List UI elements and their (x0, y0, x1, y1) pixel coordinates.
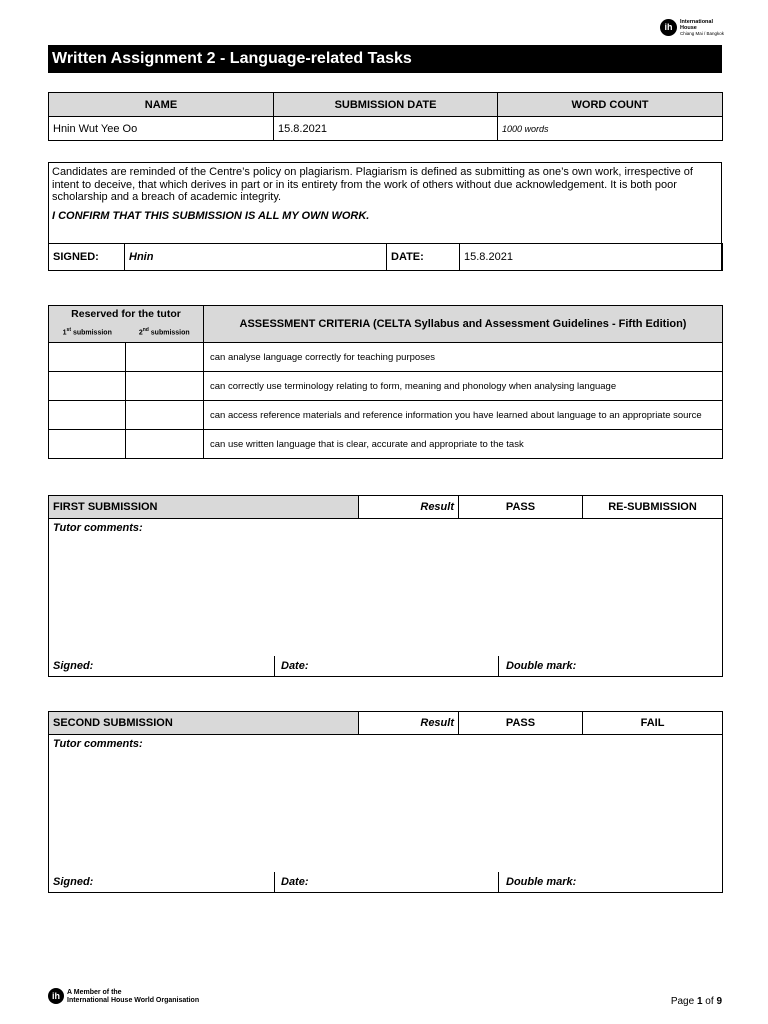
info-table (48, 92, 723, 141)
criteria-check-2nd[interactable] (126, 343, 204, 372)
criteria-row (49, 430, 723, 459)
second-date-label: Date: (281, 876, 309, 888)
criteria-check-2nd[interactable] (126, 372, 204, 401)
criteria-check-2nd[interactable] (126, 430, 204, 459)
criteria-check-1st[interactable] (49, 401, 126, 430)
second-signed-label: Signed: (53, 876, 94, 888)
criteria-check-1st[interactable] (49, 372, 126, 401)
footer-logo (48, 988, 228, 1008)
plagiarism-box (48, 162, 722, 271)
criteria-check-1st[interactable] (49, 430, 126, 459)
reserved-for-tutor: Reserved for the tutor (49, 306, 204, 323)
ih-footer-icon: ih (48, 988, 64, 1004)
plagiarism-text: Candidates are reminded of the Centre’s policy on plagiarism. Plagiarism is defined as submitting as one’s own work, irrespective of intent to deceive, that which derives in part or in its entirety from the work of others without due acknowledgement. It is both poor scholarship and a breach of academic integrity. (52, 166, 693, 203)
first-pass-option[interactable]: PASS (459, 496, 583, 519)
second-submission-col: 2nd submission (126, 322, 204, 343)
first-signed-label: Signed: (53, 660, 94, 672)
second-fail-option[interactable]: FAIL (583, 712, 723, 735)
ih-logo (660, 17, 730, 39)
criteria-row (49, 401, 723, 430)
footer-text: A Member of the International House World Organisation (67, 989, 200, 1004)
divider (498, 656, 499, 676)
header-name: NAME (49, 93, 274, 117)
criteria-row (49, 343, 723, 372)
signature-table (48, 243, 723, 271)
second-pass-option[interactable]: PASS (459, 712, 583, 735)
date-field[interactable]: 15.8.2021 (460, 244, 723, 271)
first-submission-label: FIRST SUBMISSION (49, 496, 359, 519)
submission-date-field[interactable]: 15.8.2021 (274, 117, 498, 141)
confirm-statement: I CONFIRM THAT THIS SUBMISSION IS ALL MY OWN WORK. (52, 209, 370, 222)
second-result-label: Result (359, 712, 459, 735)
page-title: Written Assignment 2 - Language-related Tasks (48, 45, 722, 73)
divider (274, 872, 275, 892)
criteria-item: can correctly use terminology relating to form, meaning and phonology when analysing language (204, 372, 723, 401)
second-tutor-comments-area[interactable] (49, 735, 722, 892)
first-resubmission-option[interactable]: RE-SUBMISSION (583, 496, 723, 519)
header-submission-date: SUBMISSION DATE (274, 93, 498, 117)
assessment-criteria-table (48, 305, 723, 459)
divider (498, 872, 499, 892)
second-submission-label: SECOND SUBMISSION (49, 712, 359, 735)
criteria-item: can analyse language correctly for teaching purposes (204, 343, 723, 372)
criteria-item: can use written language that is clear, accurate and appropriate to the task (204, 430, 723, 459)
first-tutor-comments-area[interactable] (49, 519, 722, 676)
criteria-check-1st[interactable] (49, 343, 126, 372)
criteria-item: can access reference materials and reference information you have learned about language to an appropriate source (204, 401, 723, 430)
first-result-label: Result (359, 496, 459, 519)
page-number: Page 1 of 9 (670, 996, 722, 1007)
first-double-mark-label: Double mark: (506, 660, 577, 672)
first-date-label: Date: (281, 660, 309, 672)
second-submission-table (48, 711, 723, 893)
signed-field[interactable]: Hnin (125, 244, 387, 271)
header-word-count: WORD COUNT (498, 93, 723, 117)
second-double-mark-label: Double mark: (506, 876, 577, 888)
signed-label: SIGNED: (49, 244, 125, 271)
criteria-check-2nd[interactable] (126, 401, 204, 430)
criteria-row (49, 372, 723, 401)
date-label: DATE: (387, 244, 460, 271)
criteria-heading: ASSESSMENT CRITERIA (CELTA Syllabus and Assessment Guidelines - Fifth Edition) (204, 306, 723, 343)
first-tutor-comments-label: Tutor comments: (53, 522, 143, 534)
ih-logo-text: International House Chiang Mai / Bangkok (680, 19, 725, 36)
first-submission-table (48, 495, 723, 677)
ih-logo-icon: ih (660, 19, 677, 36)
name-field[interactable]: Hnin Wut Yee Oo (49, 117, 274, 141)
second-tutor-comments-label: Tutor comments: (53, 738, 143, 750)
word-count-field[interactable]: 1000 words (498, 117, 723, 141)
first-submission-col: 1st submission (49, 322, 126, 343)
divider (274, 656, 275, 676)
